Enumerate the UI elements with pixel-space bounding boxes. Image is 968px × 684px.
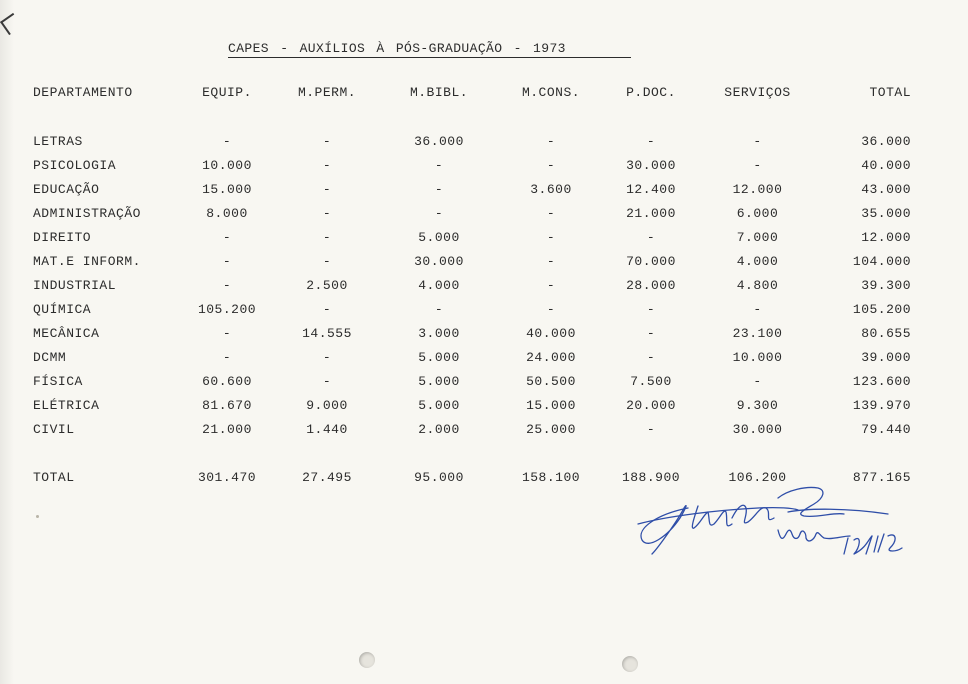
row-label: EDUCAÇÃO bbox=[33, 181, 100, 197]
table-cell: - bbox=[222, 349, 232, 365]
table-cell: 5.000 bbox=[418, 349, 460, 365]
table-cell: - bbox=[434, 157, 444, 173]
table-cell: - bbox=[646, 229, 656, 245]
table-cell: 40.000 bbox=[526, 325, 576, 341]
table-cell: 23.100 bbox=[732, 325, 783, 341]
table-cell: 40.000 bbox=[861, 157, 911, 173]
table-cell: 15.000 bbox=[202, 181, 252, 197]
header-m-cons: M.CONS. bbox=[521, 85, 581, 100]
table-cell: 43.000 bbox=[861, 181, 911, 197]
table-cell: - bbox=[753, 133, 762, 149]
table-cell: 25.000 bbox=[526, 421, 576, 437]
table-cell: 14.555 bbox=[302, 325, 352, 341]
table-cell: - bbox=[434, 205, 444, 221]
table-cell: 12.000 bbox=[861, 229, 911, 245]
table-row bbox=[33, 417, 911, 441]
table-cell: 9.300 bbox=[736, 397, 779, 413]
table-cell: - bbox=[222, 229, 232, 245]
table-cell: - bbox=[322, 181, 332, 197]
table-cell: - bbox=[646, 421, 656, 437]
table-cell: - bbox=[546, 253, 556, 269]
table-cell: - bbox=[322, 301, 332, 317]
table-cell: 105.200 bbox=[197, 301, 257, 317]
table-cell: 60.600 bbox=[202, 373, 252, 389]
row-label: MECÂNICA bbox=[33, 325, 100, 341]
table-cell: 158.100 bbox=[521, 469, 581, 485]
table-cell: 35.000 bbox=[861, 205, 911, 221]
header-departamento: DEPARTAMENTO bbox=[33, 85, 133, 100]
table-row bbox=[33, 249, 911, 273]
table-cell: - bbox=[646, 349, 656, 365]
row-label: ADMINISTRAÇÃO bbox=[33, 205, 141, 221]
table-cell: 15.000 bbox=[526, 397, 576, 413]
table-cell: 10.000 bbox=[732, 349, 783, 365]
table-cell: 2.500 bbox=[306, 277, 348, 293]
header-m-bibl: M.BIBL. bbox=[409, 85, 469, 100]
table-cell: 5.000 bbox=[418, 229, 460, 245]
row-label: DIREITO bbox=[33, 229, 92, 245]
table-cell: 21.000 bbox=[626, 205, 676, 221]
table-cell: - bbox=[753, 157, 762, 173]
table-cell: 10.000 bbox=[202, 157, 252, 173]
table-cell: - bbox=[546, 229, 556, 245]
spacer bbox=[33, 105, 911, 129]
table-cell: 79.440 bbox=[861, 421, 911, 437]
table-cell: 104.000 bbox=[852, 253, 911, 269]
table-cell: 80.655 bbox=[861, 325, 911, 341]
table-cell: 3.600 bbox=[530, 181, 572, 197]
header-m-perm: M.PERM. bbox=[297, 85, 357, 100]
table-cell: 105.200 bbox=[852, 301, 911, 317]
table-row bbox=[33, 393, 911, 417]
table-row bbox=[33, 345, 911, 369]
row-label: DCMM bbox=[33, 349, 67, 365]
table-cell: 50.500 bbox=[526, 373, 576, 389]
table-cell: 3.000 bbox=[418, 325, 460, 341]
row-label: FÍSICA bbox=[33, 373, 83, 389]
table-cell: 9.000 bbox=[306, 397, 348, 413]
table-cell: 8.000 bbox=[206, 205, 248, 221]
table-cell: - bbox=[434, 301, 444, 317]
table-cell: 70.000 bbox=[626, 253, 676, 269]
table-cell: 6.000 bbox=[736, 205, 779, 221]
table-row bbox=[33, 177, 911, 201]
table-cell: 7.000 bbox=[736, 229, 779, 245]
document-title: CAPES - AUXÍLIOS À PÓS-GRADUAÇÃO - 1973 bbox=[228, 41, 566, 56]
table-cell: 30.000 bbox=[732, 421, 783, 437]
table-cell: 877.165 bbox=[852, 469, 911, 485]
corner-mark bbox=[0, 13, 22, 35]
row-label: ELÉTRICA bbox=[33, 397, 100, 413]
table-cell: - bbox=[322, 373, 332, 389]
table-cell: 12.400 bbox=[626, 181, 676, 197]
table-cell: 1.440 bbox=[306, 421, 348, 437]
table-cell: 5.000 bbox=[418, 373, 460, 389]
paper-speck bbox=[36, 515, 39, 518]
table-cell: 301.470 bbox=[197, 469, 257, 485]
table-cell: - bbox=[322, 133, 332, 149]
table-header-row bbox=[33, 80, 911, 105]
table-cell: 188.900 bbox=[621, 469, 681, 485]
table-row bbox=[33, 297, 911, 321]
table-row bbox=[33, 369, 911, 393]
table-cell: - bbox=[322, 157, 332, 173]
table-cell: 12.000 bbox=[732, 181, 783, 197]
table-cell: - bbox=[222, 277, 232, 293]
table-cell: 30.000 bbox=[414, 253, 464, 269]
table-cell: 39.300 bbox=[861, 277, 911, 293]
table-cell: - bbox=[222, 253, 232, 269]
table-cell: - bbox=[322, 205, 332, 221]
table-cell: 7.500 bbox=[630, 373, 672, 389]
table-cell: 4.000 bbox=[418, 277, 460, 293]
table-cell: 21.000 bbox=[202, 421, 252, 437]
table-cell: 95.000 bbox=[414, 469, 464, 485]
table-cell: 4.800 bbox=[736, 277, 779, 293]
table-cell: 2.000 bbox=[418, 421, 460, 437]
table-cell: 36.000 bbox=[414, 133, 464, 149]
row-label: CIVIL bbox=[33, 421, 75, 437]
table-row bbox=[33, 321, 911, 345]
punch-hole-right bbox=[622, 656, 638, 672]
table-cell: 27.495 bbox=[302, 469, 352, 485]
table-cell: - bbox=[322, 349, 332, 365]
table-cell: 123.600 bbox=[852, 373, 911, 389]
table-cell: - bbox=[322, 229, 332, 245]
table-cell: 28.000 bbox=[626, 277, 676, 293]
table-row bbox=[33, 273, 911, 297]
table-cell: - bbox=[546, 205, 556, 221]
spacer bbox=[33, 441, 911, 465]
table-cell: 139.970 bbox=[852, 397, 911, 413]
table-row bbox=[33, 201, 911, 225]
table-row bbox=[33, 129, 911, 153]
table-row bbox=[33, 153, 911, 177]
header-total: TOTAL bbox=[869, 85, 911, 100]
table-cell: - bbox=[546, 301, 556, 317]
table-cell: 106.200 bbox=[728, 469, 787, 485]
table-cell: 4.000 bbox=[736, 253, 779, 269]
header-servicos: SERVIÇOS bbox=[724, 85, 791, 100]
row-label: INDUSTRIAL bbox=[33, 277, 117, 293]
table-cell: - bbox=[546, 157, 556, 173]
table-row bbox=[33, 225, 911, 249]
table-cell: - bbox=[646, 325, 656, 341]
title-underline bbox=[228, 57, 631, 58]
row-label: TOTAL bbox=[33, 469, 75, 485]
table-cell: - bbox=[546, 277, 556, 293]
table-cell: - bbox=[646, 133, 656, 149]
handwritten-signature bbox=[628, 478, 928, 568]
header-p-doc: P.DOC. bbox=[626, 85, 676, 100]
table-cell: - bbox=[546, 133, 556, 149]
table-cell: - bbox=[753, 301, 762, 317]
row-label: QUÍMICA bbox=[33, 301, 92, 317]
header-equip: EQUIP. bbox=[202, 85, 252, 100]
table-cell: - bbox=[646, 301, 656, 317]
row-label: PSICOLOGIA bbox=[33, 157, 117, 173]
punch-hole-left bbox=[359, 652, 375, 668]
table-cell: - bbox=[753, 373, 762, 389]
row-label: LETRAS bbox=[33, 133, 83, 149]
funding-table bbox=[33, 80, 911, 489]
table-cell: - bbox=[322, 253, 332, 269]
table-cell: - bbox=[222, 133, 232, 149]
row-label: MAT.E INFORM. bbox=[33, 253, 141, 269]
table-cell: 36.000 bbox=[861, 133, 911, 149]
table-cell: - bbox=[222, 325, 232, 341]
table-cell: 39.000 bbox=[861, 349, 911, 365]
table-cell: - bbox=[434, 181, 444, 197]
table-cell: 30.000 bbox=[626, 157, 676, 173]
table-cell: 81.670 bbox=[202, 397, 252, 413]
table-cell: 20.000 bbox=[626, 397, 676, 413]
table-cell: 5.000 bbox=[418, 397, 460, 413]
table-cell: 24.000 bbox=[526, 349, 576, 365]
